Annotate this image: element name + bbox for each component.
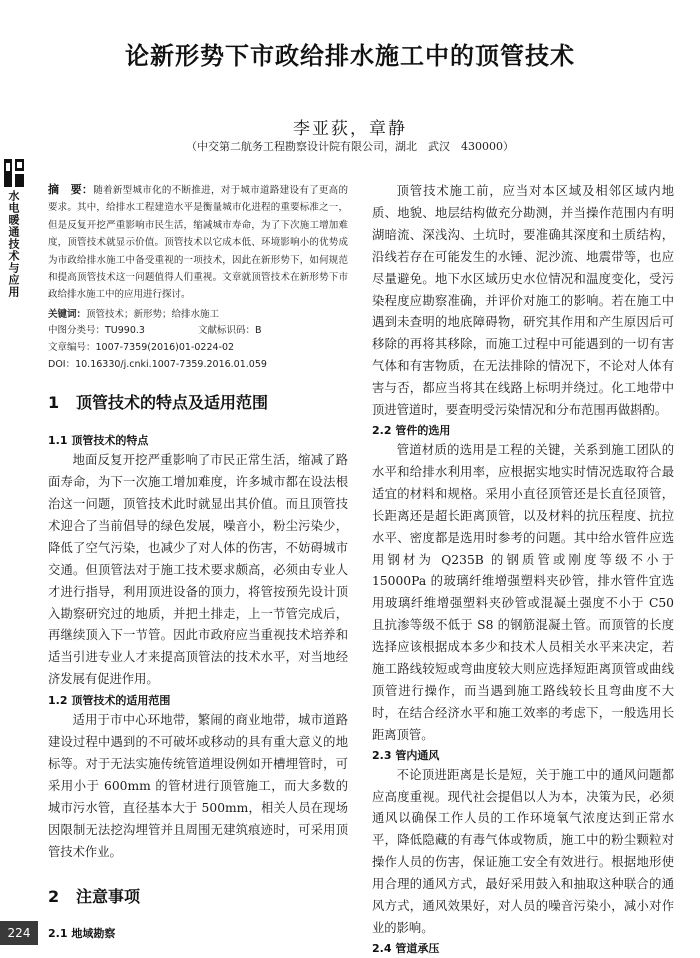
section-2-1-text: 顶管技术施工前，应当对本区域及相邻区域内地质、地貌、地层结构做充分勘测，并当操作范围内有明湖暗流、深浅沟、土坑时，要准确其深度和土质结构，沿线若存在可能发生的水锤、泥沙流、地震带等，也应尽量避免。地下水区域历史水位情况和温度变化，受污染程度应勘察准确，并评价对施工的影响。若在施工中遇到未查明的地底障碍物，研究其作用和产生原因后可移除的再将其移除，而施工过程中可能遇到的一切有害气体和有害物质，在无法排除的情况下，不论对人体有害与否，都应当将其在线路上标明并绕过。化工地带中顶进管道时，要查明受污染情况和分布范围再做斟酌。: [372, 184, 674, 418]
article-number: 文章编号：1007-7359(2016)01-0224-02: [48, 342, 235, 354]
section-1-2-text: 适用于市中心环地带，繁闹的商业地带，城市道路建设过程中遇到的不可破坏或移动的具有重大意义的地标等。对于无法实施传统管道埋设例如开槽埋管时，可采用小于 600mm 的管材进行顶管施工，而大多数的城市污水管，直径基本大于 500mm，相关人员在现场因限制无法挖沟埋管并且周围无建筑痕迹时，可采用顶管技术作业。: [48, 713, 348, 859]
journal-sidebar: [2, 158, 28, 298]
section-1-1-heading: 1.1 顶管技术的特点: [48, 434, 149, 448]
abstract: [48, 181, 348, 304]
clc-number: 中图分类号：TU990.3: [48, 325, 145, 337]
section-1-1-text: 地面反复开挖严重影响了市民正常生活，缩减了路面寿命，为下一次施工增加难度，许多城市都在设法根治这一问题，顶管技术此时就显出其价值。而且顶管技术迎合了当前倡导的绿色发展，噪音小，粉尘污染少，降低了空气污染，也减少了对人体的伤害，不妨碍城市交通。但顶管法对于施工技术要求颇高，必须由专业人才进行指导，利用顶进设备的顶力，将管按预先设计顶入勘察研究过的地质，并把土排走，上一节管完成后，再继续顶入下一节管。因此市政府应当重视技术培养和适当引进专业人才来提高顶管法的技术水平，对当地经济发展有促进作用。: [48, 453, 348, 687]
doi: DOI：10.16330/j.cnki.1007-7359.2016.01.059: [48, 358, 267, 370]
section-2-3-text: 不论顶进距离是长是短，关于施工中的通风问题都应高度重视。现代社会提倡以人为本，决策为民，必须通风以确保工作人员的工作环境氧气浓度达到正常水平，降低隐藏的有毒气体或物质，施工中的粉尘颗粒对操作人员的伤害，保证施工安全有效进行。根据地形使用合理的通风方式，最好采用鼓入和抽取这种联合的通风方式，通风效果好，对人员的噪音污染小，减小对作业的影响。: [372, 767, 674, 935]
journal-logo-icon: [3, 158, 25, 188]
article-title: 论新形势下市政给排水施工中的顶管技术: [125, 42, 575, 70]
section-2-1-heading: 2.1 地域勘察: [48, 926, 116, 940]
right-column: [372, 181, 674, 958]
document-code: 文献标识码：B: [198, 325, 262, 337]
section-2-heading: [48, 884, 348, 907]
section-1-title: 顶管技术的特点及适用范围: [76, 393, 269, 413]
section-2-2-text: 管道材质的选用是工程的关键，关系到施工团队的水平和给排水利用率，应根据实地实时情况选取符合最适宜的材料和规格。采用小直径顶管还是长直径顶管，长距离还是超长距离顶管，以及材料的抗压程度、抗拉水平、密度都是选用时参考的问题。其中给水管件应选用钢材为 Q235B 的钢质管或刚度等级不小于 15000Pa 的玻璃纤维增强塑料夹砂管，排水管件宜选用玻璃纤维增强塑料夹砂管或混凝土强度不小于 C50 且抗渗等级不低于 S8 的钢筋混凝土管。而顶管的长度选择应该根据成本多少和技术人员相关水平来决定，若施工路线较短或弯曲度较大则应选择短距离顶管或曲线顶管进行操作，而当遇到施工路线较长且弯曲度不大时，在结合经济水平和施工效率的考虑下，一般选用长距离顶管。: [372, 442, 674, 742]
page-number: 224: [0, 921, 38, 945]
section-2-title: 注意事项: [76, 886, 141, 906]
section-1-heading: [48, 390, 348, 413]
section-1-number: 1: [48, 393, 60, 413]
article-authors: 李亚荻，章静: [293, 119, 407, 139]
abstract-text: 随着新型城市化的不断推进，对于城市道路建设有了更高的要求。其中，给排水工程建造水平是衡量城市化进程的重要标准之一，但是反复开挖严重影响市民生活，缩减城市寿命，为了下次施工增加难度，顶管技术就显示价值。顶管技术以它成本低、环境影响小的优势成为市政给排水施工中备受重视的一项技术，因此在新形势下，如何规范和提高顶管技术这一问题值得人们重视。文章就顶管技术在新形势下市政给排水施工中的应用进行探讨。: [48, 185, 348, 301]
section-2-3-heading: 2.3 管内通风: [372, 748, 440, 762]
keywords: 顶管技术；新形势；给排水施工: [86, 308, 220, 320]
left-column: [48, 181, 348, 943]
section-1-2-heading: 1.2 顶管技术的适用范围: [48, 694, 171, 708]
article-meta: [48, 307, 348, 373]
section-2-2-heading: 2.2 管件的选用: [372, 423, 451, 437]
section-2-number: 2: [48, 886, 60, 906]
author-affiliation: （中交第二航务工程勘察设计院有限公司，湖北 武汉 430000）: [186, 140, 514, 153]
keywords-label: 关键词：: [48, 308, 87, 320]
journal-name: 水电暖通技术与应用: [7, 190, 20, 298]
abstract-label: 摘 要：: [48, 183, 94, 196]
section-2-4-heading: 2.4 管道承压: [372, 941, 440, 955]
